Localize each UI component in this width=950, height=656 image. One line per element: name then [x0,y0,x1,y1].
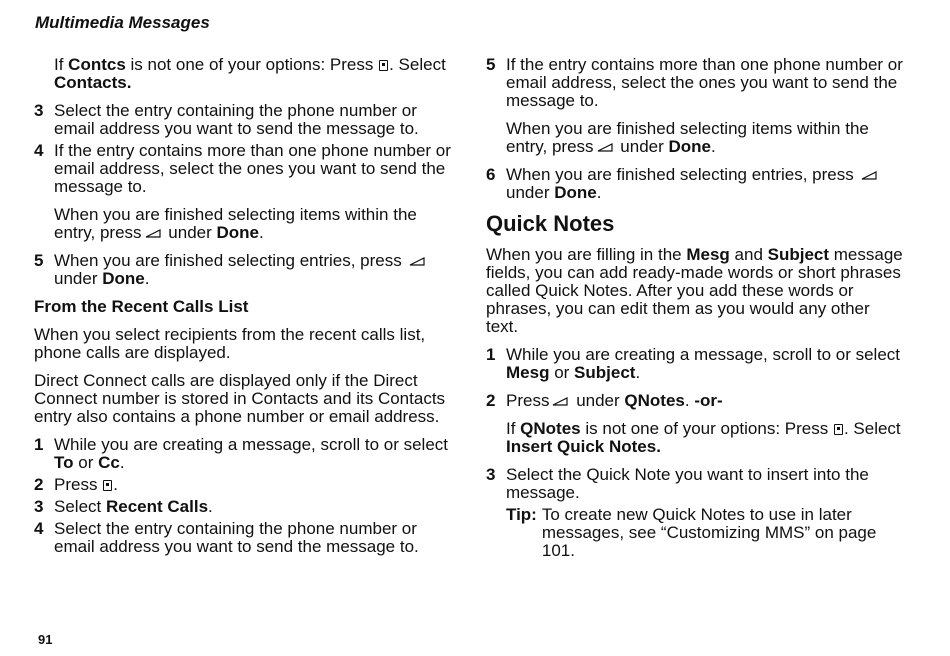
right-column [486,56,906,560]
menu-key-icon [834,424,843,435]
step-note: If QNotes is not one of your options: Press . Select Insert Quick Notes. [506,419,901,456]
tip-label: Tip: [506,505,537,524]
paragraph: When you are filling in the Mesg and Subject message fields, you can add ready-made words or short phrases called Quick Notes. After you add these words or phrases, you can edit them as you would any other text. [486,245,903,336]
running-header: Multimedia Messages [35,13,210,32]
list-item: 3 Select the entry containing the phone number or email address you want to send the message to. [34,101,419,138]
list-item: 3 Select the Quick Note you want to insert into the message. [486,465,869,502]
left-softkey-icon [408,255,426,267]
left-softkey-icon [144,227,162,239]
paragraph: Direct Connect calls are displayed only if the Direct Connect number is stored in Contacts and its Contacts entry also contains a phone number or email address. [34,371,446,426]
list-item: 1 While you are creating a message, scroll to or select Mesg or Subject. [486,345,901,382]
left-softkey-icon [860,169,878,181]
left-softkey-icon [551,395,569,407]
list-item: 4 If the entry contains more than one phone number or email address, select the ones you want to send the message to. [34,141,451,196]
left-softkey-icon [596,141,614,153]
list-item: 6 When you are finished selecting entries, press under Done. [486,166,906,202]
list-item: 3 Select Recent Calls. [34,497,213,516]
tip-text: To create new Quick Notes to use in later messages, see “Customizing MMS” on page 101. [541,505,877,560]
list-item: 5 If the entry contains more than one phone number or email address, select the ones you want to send the message to. [486,55,903,110]
list-item: 2 Press under QNotes. -or- [486,391,723,410]
page-number: 91 [38,632,53,647]
intro-note: If Contcs is not one of your options: Press . Select Contacts. [54,55,446,92]
subheading: From the Recent Calls List [34,297,249,316]
list-item: 2 Press . [34,475,118,494]
paragraph: When you select recipients from the recent calls list, phone calls are displayed. [34,325,426,362]
step-note: When you are finished selecting items within the entry, press under Done. [506,119,869,156]
step-note: When you are finished selecting items within the entry, press under Done. [54,205,417,242]
list-item: 1 While you are creating a message, scroll to or select To or Cc. [34,435,449,472]
menu-key-icon [103,480,112,491]
left-column [34,56,454,560]
section-title: Quick Notes [486,211,615,236]
menu-key-icon [379,60,388,71]
list-item: 4 Select the entry containing the phone number or email address you want to send the message to. [34,519,419,556]
list-item: 5 When you are finished selecting entries, press under Done. [34,252,454,288]
tip-note [486,506,906,560]
